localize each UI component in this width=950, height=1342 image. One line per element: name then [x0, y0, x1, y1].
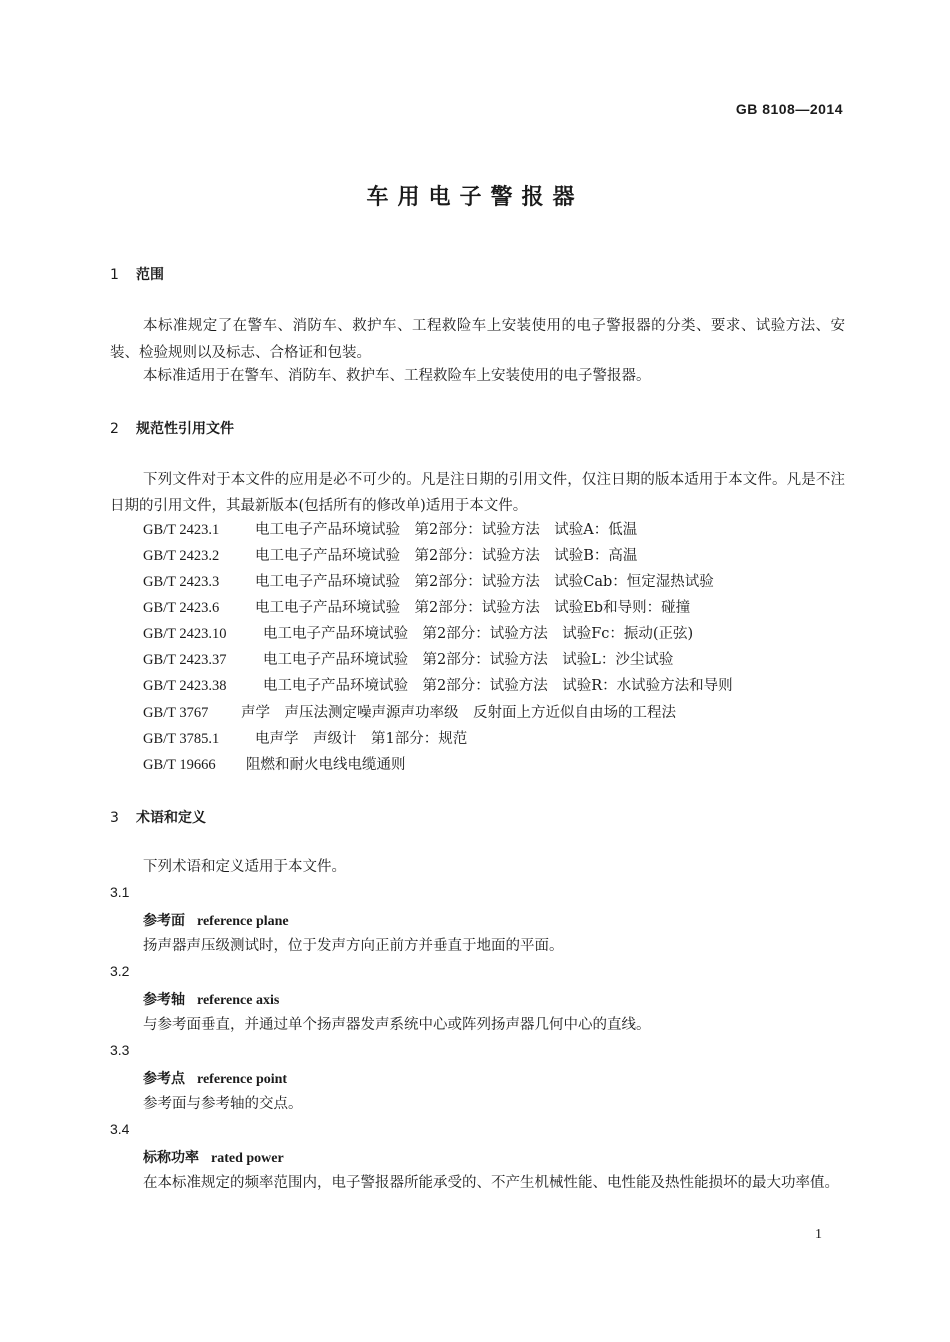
standard-number: GB 8108—2014	[735, 101, 843, 117]
reference-code: GB/T 3785.1	[143, 731, 220, 747]
section-title: 术语和定义	[136, 810, 206, 826]
term-chinese: 参考点	[143, 1071, 185, 1087]
term-definition: 与参考面垂直，并通过单个扬声器发声系统中心或阵列扬声器几何中心的直线。	[143, 1017, 651, 1033]
term-heading	[143, 1147, 284, 1167]
term-chinese: 参考轴	[143, 992, 185, 1008]
reference-item	[143, 729, 467, 749]
reference-item	[143, 755, 406, 775]
section-3-heading	[110, 807, 206, 827]
scope-paragraph-1: 本标准规定了在警车、消防车、救护车、工程救险车上安装使用的电子警报器的分类、要求、试验方法、安装、检验规则以及标志、合格证和包装。	[110, 318, 845, 361]
term-heading	[143, 1068, 287, 1088]
references-intro: 下列文件对于本文件的应用是必不可少的。凡是注日期的引用文件，仅注日期的版本适用于本文件。凡是不注日期的引用文件，其最新版本(包括所有的修改单)适用于本文件。	[110, 472, 845, 514]
reference-title: 电工电子产品环境试验 第2部分：试验方法 试验L：沙尘试验	[263, 652, 674, 668]
reference-title: 电工电子产品环境试验 第2部分：试验方法 试验Fc：振动(正弦)	[263, 626, 694, 642]
terms-intro: 下列术语和定义适用于本文件。	[143, 859, 346, 875]
reference-code: GB/T 3767	[143, 705, 209, 721]
term-number: 3.3	[110, 1042, 130, 1058]
term-definition: 参考面与参考轴的交点。	[143, 1096, 303, 1112]
term-number: 3.4	[110, 1121, 130, 1137]
term-english: rated power	[211, 1151, 284, 1166]
reference-title: 阻燃和耐火电线电缆通则	[246, 757, 406, 773]
section-title: 范围	[136, 267, 164, 283]
term-heading	[143, 989, 279, 1009]
section-2-heading	[110, 418, 234, 438]
term-english: reference point	[197, 1072, 288, 1087]
term-chinese: 参考面	[143, 913, 185, 929]
reference-title: 电工电子产品环境试验 第2部分：试验方法 试验B：高温	[255, 548, 638, 564]
reference-title: 电工电子产品环境试验 第2部分：试验方法 试验Cab：恒定湿热试验	[255, 574, 714, 590]
reference-item	[143, 598, 690, 618]
term-number: 3.1	[110, 884, 130, 900]
reference-code: GB/T 2423.37	[143, 652, 227, 668]
term-english: reference plane	[197, 914, 289, 929]
reference-code: GB/T 2423.6	[143, 600, 220, 616]
page-number: 1	[815, 1227, 822, 1242]
reference-item	[143, 546, 637, 566]
term-heading	[143, 910, 289, 930]
section-number: 3	[110, 810, 119, 826]
reference-title: 电工电子产品环境试验 第2部分：试验方法 试验A：低温	[255, 522, 638, 538]
reference-code: GB/T 2423.2	[143, 548, 220, 564]
term-definition: 扬声器声压级测试时，位于发声方向正前方并垂直于地面的平面。	[143, 938, 564, 954]
reference-item	[143, 703, 676, 723]
term-definition: 在本标准规定的频率范围内，电子警报器所能承受的、不产生机械性能、电性能及热性能损坏的最大功率值。	[143, 1175, 839, 1191]
section-1-heading	[110, 264, 164, 284]
term-number: 3.2	[110, 963, 130, 979]
reference-title: 电工电子产品环境试验 第2部分：试验方法 试验Eb和导则：碰撞	[255, 600, 691, 616]
term-english: reference axis	[197, 993, 280, 1008]
reference-item	[143, 624, 693, 644]
reference-code: GB/T 2423.1	[143, 522, 220, 538]
reference-code: GB/T 2423.10	[143, 626, 227, 642]
section-number: 1	[110, 267, 119, 283]
section-number: 2	[110, 421, 119, 437]
reference-item	[143, 676, 733, 696]
scope-paragraph-2: 本标准适用于在警车、消防车、救护车、工程救险车上安装使用的电子警报器。	[143, 368, 651, 384]
reference-item	[143, 520, 637, 540]
reference-code: GB/T 2423.3	[143, 574, 220, 590]
term-chinese: 标称功率	[143, 1150, 199, 1166]
reference-code: GB/T 2423.38	[143, 678, 227, 694]
document-title: 车用电子警报器	[366, 185, 584, 210]
reference-item	[143, 650, 673, 670]
reference-item	[143, 572, 714, 592]
reference-code: GB/T 19666	[143, 757, 216, 773]
reference-title: 声学 声压法测定噪声源声功率级 反射面上方近似自由场的工程法	[241, 705, 676, 721]
reference-title: 电声学 声级计 第1部分：规范	[255, 731, 468, 747]
reference-title: 电工电子产品环境试验 第2部分：试验方法 试验R：水试验方法和导则	[263, 678, 733, 694]
section-title: 规范性引用文件	[136, 421, 234, 437]
